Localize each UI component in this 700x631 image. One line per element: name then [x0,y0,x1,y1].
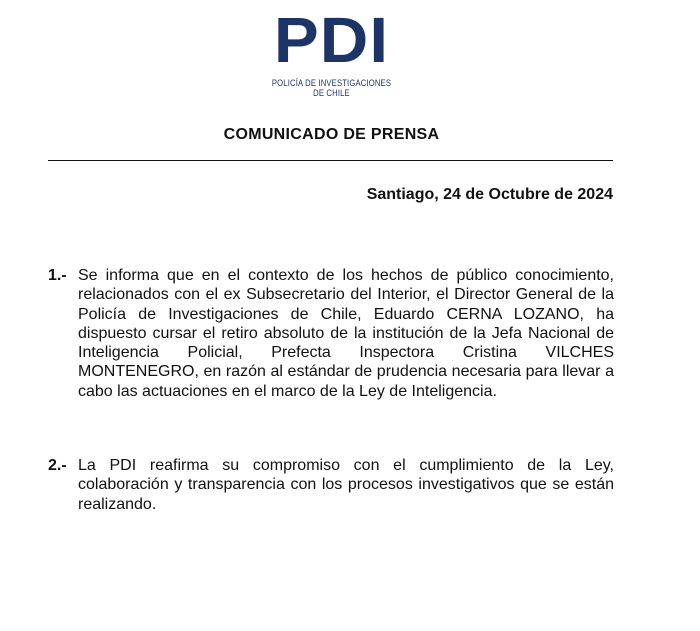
item-text: Se informa que en el contexto de los hechos de público conocimiento, relacionados con el ex Subsecretario del Interior, el Director General de la Policía de Investigaciones de Chile, Eduardo CERNA LOZANO, ha dispuesto cursar el retiro absoluto de la institución de la Jefa Nacional de Inteligencia Policial, Prefecta Inspectora Cristina VILCHES MONTENEGRO, en razón al estándar de prudencia necesaria para llevar a cabo las actuaciones en el marco de la Ley de Inteligencia. [78,267,614,400]
logo-subtitle-line1: POLICÍA DE INVESTIGACIONES [271,78,392,88]
logo-acronym: PDI [273,4,390,76]
item-number: 1.- [48,267,67,284]
title-divider [48,160,613,161]
document-date: Santiago, 24 de Octubre de 2024 [366,186,613,203]
item-text: La PDI reafirma su compromiso con el cumplimiento de la Ley, colaboración y transparencia con los procesos investigativos que se están realizando. [78,457,614,513]
logo-subtitle-line2: DE CHILE [313,88,350,98]
statement-item [48,456,614,514]
statement-item [48,266,614,401]
item-number: 2.- [48,457,67,474]
pdi-logo [0,4,663,98]
document-title: COMUNICADO DE PRENSA [223,126,440,143]
